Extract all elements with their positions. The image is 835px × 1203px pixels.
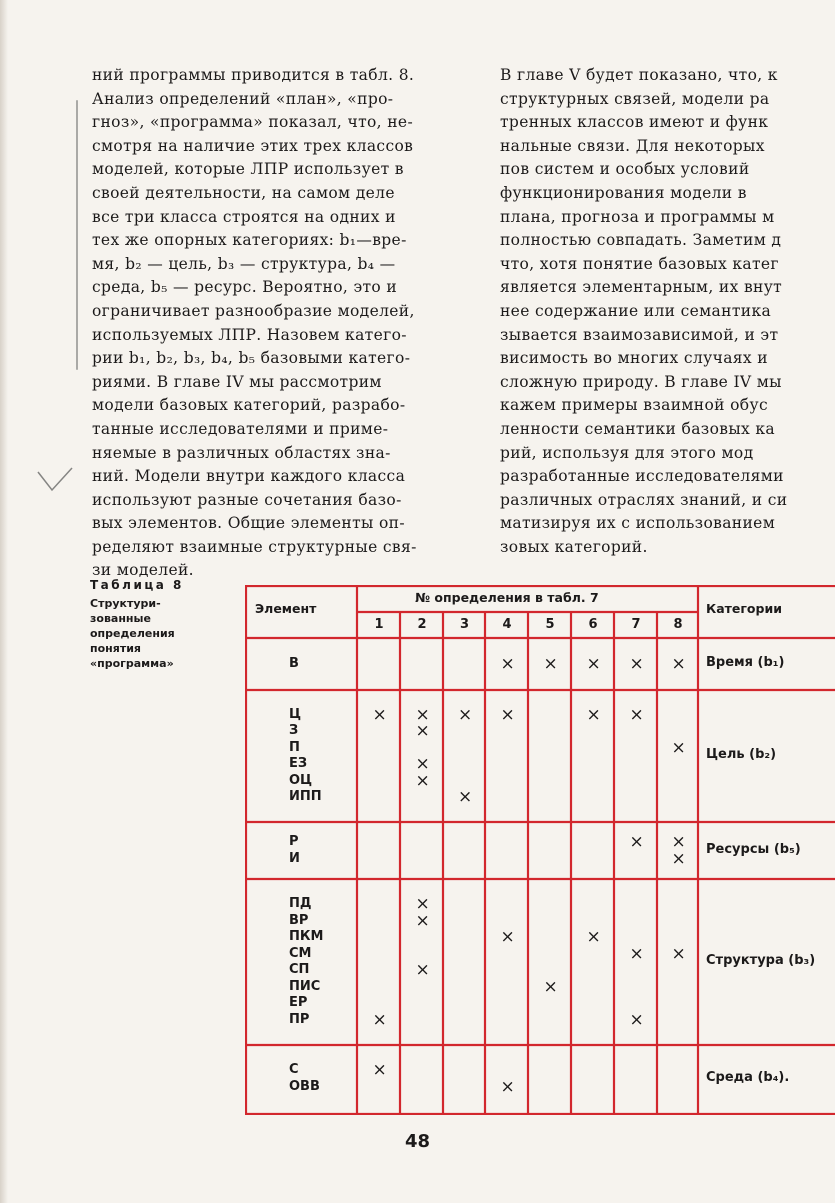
cross-mark: × bbox=[543, 653, 558, 674]
text-line: кажем примеры взаимной обус bbox=[500, 396, 768, 415]
cross-mark: × bbox=[500, 1076, 515, 1097]
cross-mark: × bbox=[671, 737, 686, 758]
text-line: все три класса строятся на одних и bbox=[92, 207, 396, 226]
header-number: 8 bbox=[673, 617, 683, 632]
cross-mark: × bbox=[629, 653, 644, 674]
text-line: смотря на наличие этих трех классов bbox=[92, 136, 414, 155]
caption-line: определения bbox=[90, 627, 175, 640]
cross-mark: × bbox=[629, 943, 644, 964]
table-8 bbox=[245, 585, 835, 1115]
element-label: ОВВ bbox=[289, 1078, 320, 1094]
element-label: ПР bbox=[289, 1011, 310, 1027]
cross-mark: × bbox=[629, 832, 644, 852]
text-line: различных отраслях знаний, и си bbox=[500, 490, 788, 509]
text-line: моделей, которые ЛПР использует в bbox=[92, 160, 404, 179]
category-label: Время (b₁) bbox=[706, 655, 785, 670]
text-line: полностью совпадать. Заметим д bbox=[500, 231, 782, 250]
cross-mark: × bbox=[458, 704, 473, 725]
element-label: ВР bbox=[289, 912, 309, 928]
header-number: 5 bbox=[545, 617, 555, 632]
cross-mark: × bbox=[671, 943, 686, 964]
cross-mark: × bbox=[500, 653, 515, 674]
text-line: ний. Модели внутри каждого класса bbox=[92, 467, 406, 486]
cross-mark: × bbox=[415, 770, 430, 791]
element-label: ЕР bbox=[289, 995, 308, 1010]
header-number: 2 bbox=[417, 617, 427, 632]
text-line: используют разные сочетания базо- bbox=[92, 490, 402, 509]
cross-mark: × bbox=[586, 653, 601, 674]
cross-mark: × bbox=[500, 927, 515, 947]
page-edge bbox=[0, 0, 8, 1203]
text-line: тренных классов имеют и функ bbox=[500, 113, 769, 132]
text-line: зовых категорий. bbox=[500, 537, 648, 556]
category-label: Цель (b₂) bbox=[706, 747, 777, 762]
text-line: ределяют взаимные структурные свя- bbox=[92, 537, 417, 556]
element-label: ИПП bbox=[289, 789, 322, 804]
text-line: зи моделей. bbox=[92, 561, 194, 580]
element-label: В bbox=[289, 655, 299, 671]
element-label: СМ bbox=[289, 945, 312, 961]
text-line: рий, используя для этого мод bbox=[500, 443, 754, 462]
cross-mark: × bbox=[415, 910, 430, 931]
cross-mark: × bbox=[458, 787, 473, 807]
text-line: ограничивает разнообразие моделей, bbox=[92, 301, 415, 320]
cross-mark: × bbox=[671, 848, 686, 869]
cross-mark: × bbox=[671, 832, 686, 852]
header-definition-number: № определения в табл. 7 bbox=[415, 590, 599, 605]
text-line: что, хотя понятие базовых катег bbox=[500, 254, 779, 273]
header-categories: Категории bbox=[706, 601, 782, 616]
element-label: ЕЗ bbox=[289, 756, 308, 771]
text-line: Анализ определений «план», «про- bbox=[92, 89, 394, 108]
text-line: висимость во многих случаях и bbox=[500, 349, 768, 368]
header-element: Элемент bbox=[255, 601, 317, 616]
category-label: Структура (b₃) bbox=[706, 953, 816, 968]
cross-mark: × bbox=[586, 927, 601, 947]
text-line: рии b₁, b₂, b₃, b₄, b₅ базовыми катего- bbox=[92, 349, 411, 368]
element-label: П bbox=[289, 739, 300, 755]
text-line: танные исследователями и приме- bbox=[92, 419, 389, 438]
text-line: матизируя их с использованием bbox=[500, 514, 776, 533]
right-text-column bbox=[500, 64, 835, 559]
page-number: 48 bbox=[404, 1131, 431, 1152]
text-line: ленности семантики базовых ка bbox=[500, 419, 776, 438]
cross-mark: × bbox=[372, 704, 387, 725]
text-line: модели базовых категорий, разрабо- bbox=[92, 396, 406, 415]
cross-mark: × bbox=[586, 704, 601, 725]
element-label: Р bbox=[289, 834, 299, 849]
text-line: является элементарным, их внут bbox=[500, 278, 783, 297]
text-line: сложную природу. В главе IV мы bbox=[500, 372, 782, 391]
element-label: ПИС bbox=[289, 978, 321, 994]
text-line: нее содержание или семантика bbox=[500, 301, 772, 320]
header-number: 7 bbox=[631, 617, 641, 632]
table-caption bbox=[90, 578, 240, 671]
left-text-column bbox=[92, 64, 487, 583]
element-label: З bbox=[289, 723, 299, 738]
element-label: СП bbox=[289, 962, 310, 977]
cross-mark: × bbox=[415, 960, 430, 980]
header-number: 6 bbox=[588, 617, 598, 632]
cross-mark: × bbox=[671, 653, 686, 674]
text-line: плана, прогноза и программы м bbox=[500, 207, 775, 226]
text-line: няемые в различных областях зна- bbox=[92, 443, 391, 462]
cross-mark: × bbox=[629, 704, 644, 725]
cross-mark: × bbox=[415, 754, 430, 774]
text-line: среда, b₅ — ресурс. Вероятно, это и bbox=[92, 278, 398, 297]
text-line: нальные связи. Для некоторых bbox=[500, 136, 765, 155]
text-line: риями. В главе IV мы рассмотрим bbox=[92, 372, 382, 391]
element-label: ОЦ bbox=[289, 772, 313, 788]
text-line: используемых ЛПР. Назовем катего- bbox=[92, 325, 407, 344]
text-line: своей деятельности, на самом деле bbox=[92, 183, 395, 202]
cross-mark: × bbox=[415, 704, 430, 725]
text-line: мя, b₂ — цель, b₃ — структура, b₄ — bbox=[92, 254, 396, 273]
text-line: тех же опорных категориях: b₁—вре- bbox=[92, 231, 407, 250]
text-line: В главе V будет показано, что, к bbox=[500, 66, 778, 84]
cross-mark: × bbox=[372, 1060, 387, 1080]
cross-mark: × bbox=[415, 721, 430, 741]
element-label: ПКМ bbox=[289, 929, 324, 944]
cross-mark: × bbox=[629, 1009, 644, 1030]
category-label: Среда (b₄). bbox=[706, 1069, 790, 1085]
text-line: ний программы приводится в табл. 8. bbox=[92, 66, 415, 84]
text-line: структурных связей, модели ра bbox=[500, 89, 770, 108]
text-line: зывается взаимозависимой, и эт bbox=[500, 325, 779, 344]
element-label: Ц bbox=[289, 706, 302, 722]
cross-mark: × bbox=[372, 1009, 387, 1030]
element-label: И bbox=[289, 850, 300, 866]
category-label: Ресурсы (b₅) bbox=[706, 841, 801, 857]
caption-line: Структури- bbox=[90, 597, 161, 610]
pencil-margin-line bbox=[76, 100, 78, 370]
text-line: пов систем и особых условий bbox=[500, 160, 750, 179]
text-line: разработанные исследователями bbox=[500, 467, 784, 486]
pencil-check-mark bbox=[36, 466, 76, 496]
element-label: С bbox=[289, 1062, 299, 1077]
caption-title: Таблица 8 bbox=[90, 578, 184, 592]
caption-line: зованные bbox=[90, 612, 151, 625]
element-label: ПД bbox=[289, 896, 312, 911]
cross-mark: × bbox=[500, 704, 515, 725]
caption-line: понятия bbox=[90, 642, 141, 655]
text-line: функционирования модели в bbox=[500, 183, 747, 202]
text-line: вых элементов. Общие элементы оп- bbox=[92, 514, 405, 533]
cross-mark: × bbox=[415, 894, 430, 914]
cross-mark: × bbox=[543, 976, 558, 997]
caption-line: «программа» bbox=[90, 657, 174, 670]
text-line: гноз», «программа» показал, что, не- bbox=[92, 113, 414, 132]
header-number: 3 bbox=[460, 617, 470, 632]
header-number: 1 bbox=[374, 617, 384, 632]
header-number: 4 bbox=[502, 617, 512, 632]
